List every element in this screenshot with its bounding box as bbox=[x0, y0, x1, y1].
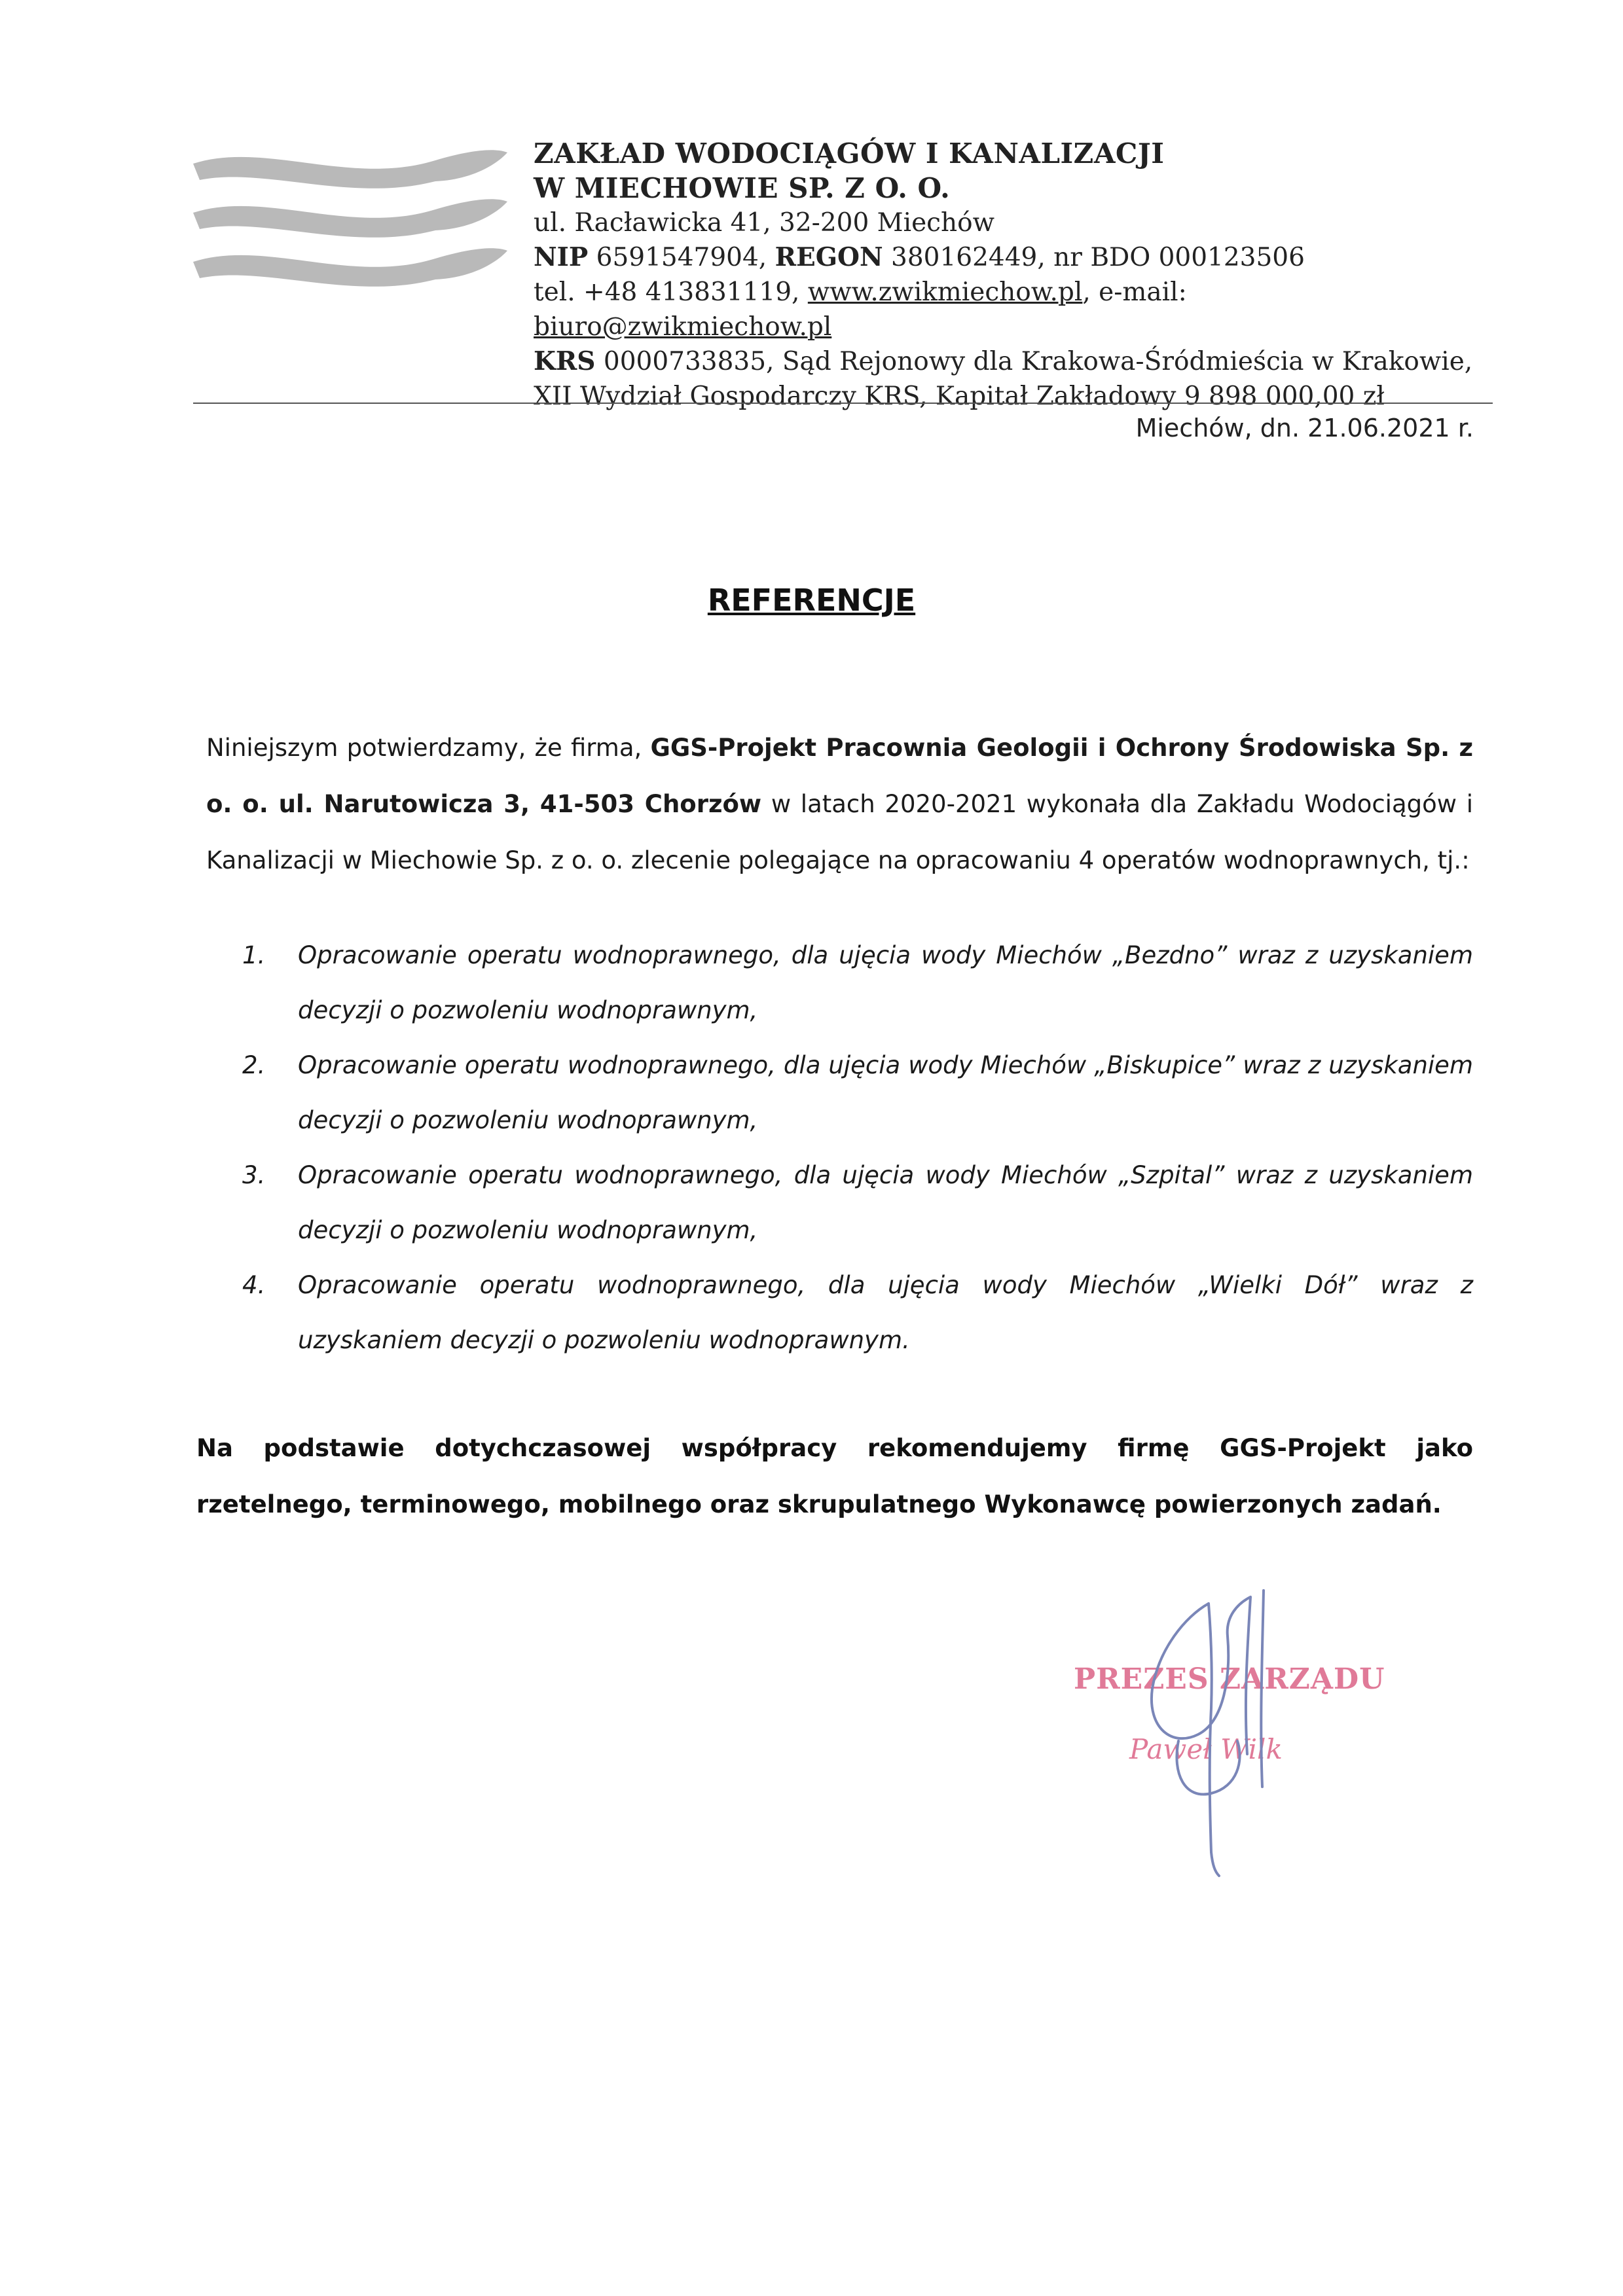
body-rest: w latach 2020-2021 wykonała dla Zakładu Wodociągów i Kanalizacji w Miechowie Sp. z o. o. zlecenie polegające na opracowaniu 4 operatów wodnoprawnych, tj.: bbox=[206, 790, 1474, 874]
list-item-number: 1. bbox=[242, 941, 266, 969]
letter-title: REFERENCJE bbox=[707, 583, 916, 618]
list-item-text: Opracowanie operatu wodnoprawnego, dla ujęcia wody Miechów „Wielki Dół” wraz z uzyskaniem decyzji o pozwoleniu wodnoprawnym. bbox=[298, 1271, 1473, 1354]
phone: tel. +48 413831119, bbox=[534, 278, 800, 307]
header-divider bbox=[193, 403, 1493, 404]
list-item bbox=[242, 1148, 1473, 1258]
list-item-text: Opracowanie operatu wodnoprawnego, dla ujęcia wody Miechów „Szpital” wraz z uzyskaniem decyzji o pozwoleniu wodnoprawnym, bbox=[298, 1161, 1473, 1244]
list-item-number: 3. bbox=[242, 1161, 266, 1189]
operat-list bbox=[242, 928, 1473, 1368]
wave-logo-icon bbox=[187, 141, 514, 298]
list-item-text: Opracowanie operatu wodnoprawnego, dla ujęcia wody Miechów „Biskupice” wraz z uzyskaniem decyzji o pozwoleniu wodnoprawnym, bbox=[298, 1051, 1473, 1134]
krs-value: 0000733835, Sąd Rejonowy dla Krakowa-Śródmieścia w Krakowie, bbox=[603, 347, 1473, 376]
letter-date: Miechów, dn. 21.06.2021 r. bbox=[1135, 414, 1474, 442]
company-court: XII Wydział Gospodarczy KRS, Kapitał Zakładowy 9 898 000,00 zł bbox=[534, 382, 1385, 411]
company-krs bbox=[534, 344, 1483, 379]
company-contact bbox=[534, 275, 1483, 344]
company-address: ul. Racławicka 41, 32-200 Miechów bbox=[534, 208, 994, 238]
body-intro: Niniejszym potwierdzamy, że firma, bbox=[206, 734, 642, 762]
list-item-text: Opracowanie operatu wodnoprawnego, dla ujęcia wody Miechów „Bezdno” wraz z uzyskaniem decyzji o pozwoleniu wodnoprawnym, bbox=[298, 941, 1473, 1024]
list-item bbox=[242, 1038, 1473, 1148]
stamp-title: PREZES ZARZĄDU bbox=[1074, 1662, 1385, 1696]
list-item bbox=[242, 1258, 1473, 1368]
stamp-name: Paweł Wilk bbox=[1129, 1733, 1283, 1765]
email-link[interactable]: biuro@zwikmiechow.pl bbox=[534, 312, 832, 342]
company-name-line2: W MIECHOWIE SP. Z O. O. bbox=[534, 172, 951, 204]
regon-bdo-value: 380162449, nr BDO 000123506 bbox=[891, 243, 1305, 272]
handwritten-signature-icon bbox=[1113, 1577, 1309, 1878]
company-letterhead bbox=[534, 136, 1483, 414]
email-label: , e-mail: bbox=[1082, 278, 1187, 307]
nip-label: NIP bbox=[534, 242, 589, 272]
company-tax-ids bbox=[534, 240, 1483, 275]
body-company-name: GGS-Projekt Pracownia Geologii i Ochrony Środowiska Sp. z o. o. ul. Narutowicza 3, 41-503 Chorzów bbox=[206, 734, 1473, 818]
list-item bbox=[242, 928, 1473, 1038]
website-link[interactable]: www.zwikmiechow.pl bbox=[807, 278, 1083, 307]
company-name-line1: ZAKŁAD WODOCIĄGÓW I KANALIZACJI bbox=[534, 137, 1165, 170]
list-item-number: 2. bbox=[242, 1051, 266, 1079]
nip-value: 6591547904, bbox=[596, 243, 767, 272]
closing-recommendation: Na podstawie dotychczasowej współpracy rekomendujemy firmę GGS-Projekt jako rzetelnego, terminowego, mobilnego oraz skrupulatnego Wykonawcę powierzonych zadań. bbox=[196, 1434, 1473, 1518]
krs-label: KRS bbox=[534, 346, 596, 376]
list-item-number: 4. bbox=[242, 1271, 266, 1299]
letter-body bbox=[206, 720, 1473, 889]
regon-label: REGON bbox=[775, 242, 883, 272]
